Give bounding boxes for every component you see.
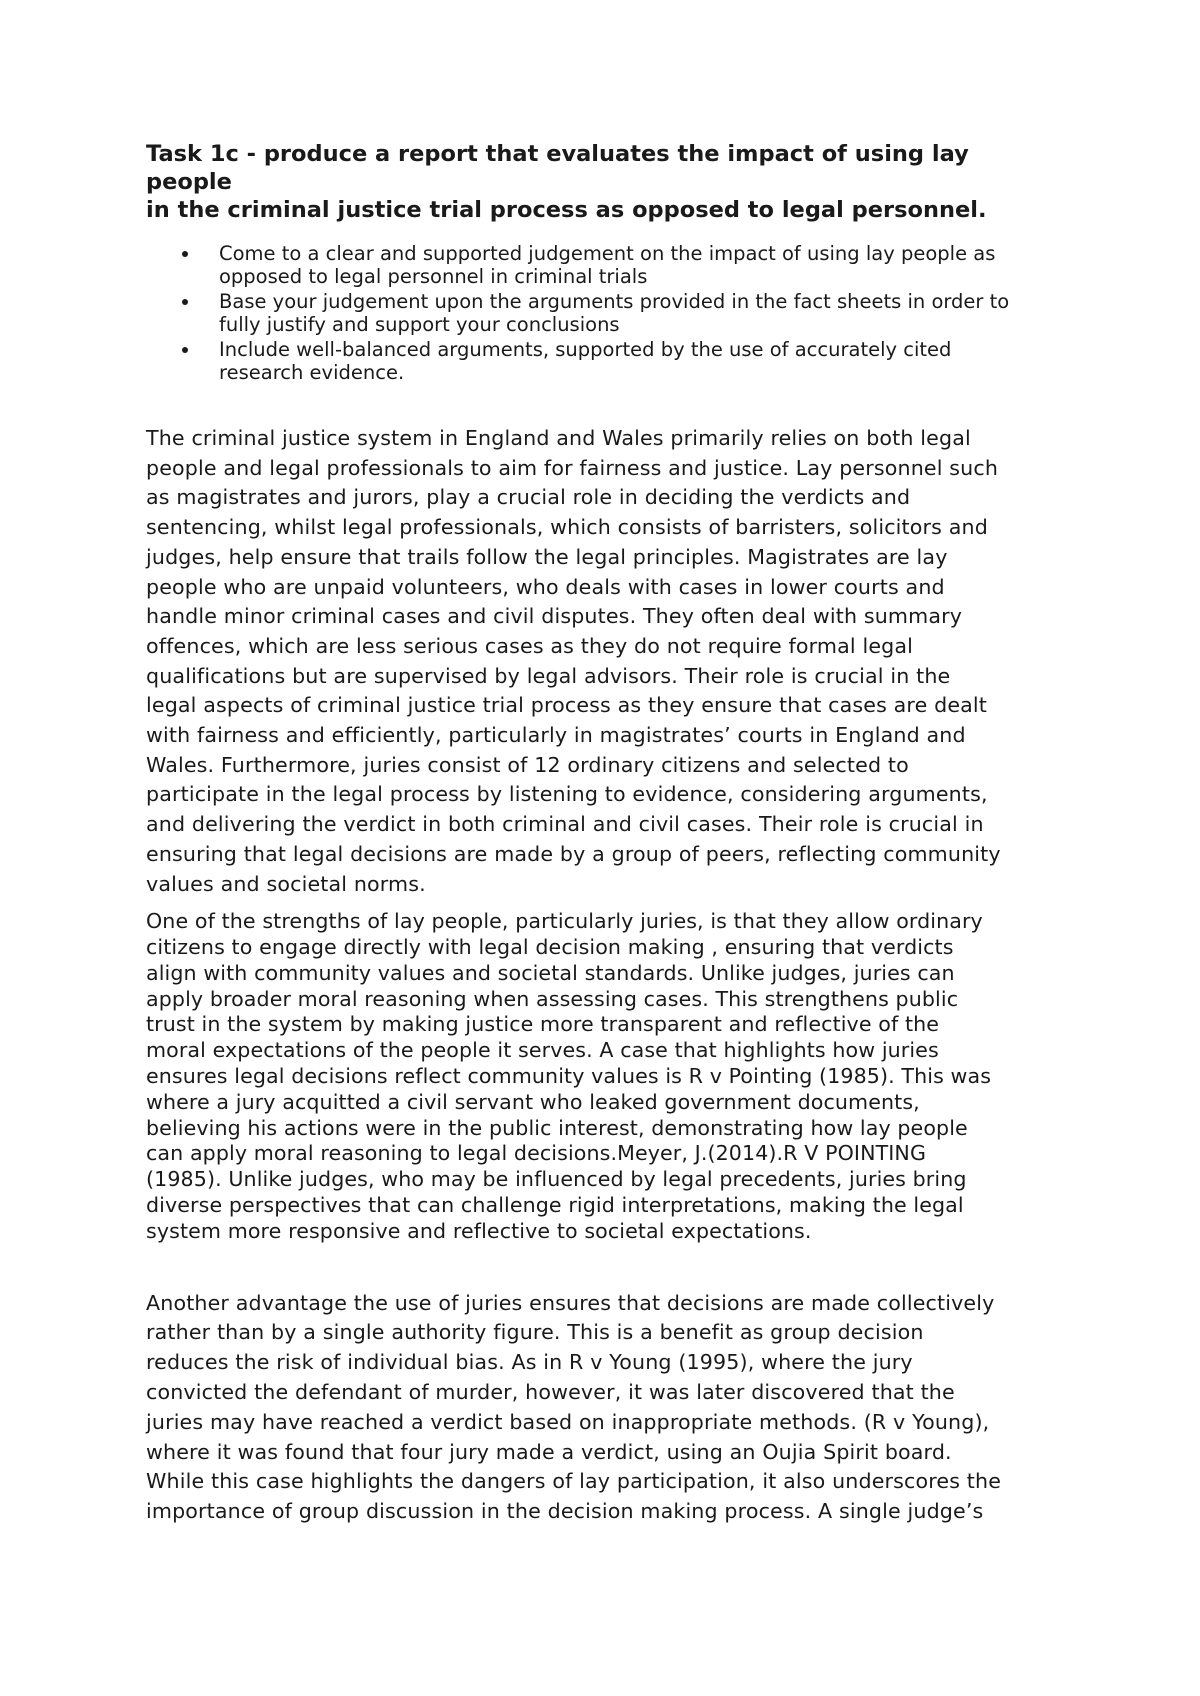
paragraph-line: believing his actions were in the public interest, demonstrating how lay people: [146, 1115, 968, 1140]
paragraph-line: Wales. Furthermore, juries consist of 12 ordinary citizens and selected to: [146, 752, 909, 777]
requirement-item: [146, 290, 1071, 336]
title-line: people: [146, 169, 232, 195]
paragraph-line: and delivering the verdict in both criminal and civil cases. Their role is crucial in: [146, 812, 984, 837]
paragraph-introduction: [146, 424, 1071, 899]
paragraph-line: offences, which are less serious cases as they do not require formal legal: [146, 633, 914, 658]
paragraph-line: judges, help ensure that trails follow the legal principles. Magistrates are lay: [146, 544, 948, 569]
requirement-line: Base your judgement upon the arguments provided in the fact sheets in order to: [219, 290, 1010, 313]
paragraph-line: Another advantage the use of juries ensures that decisions are made collectively: [146, 1290, 995, 1315]
paragraph-line: qualifications but are supervised by legal advisors. Their role is crucial in the: [146, 663, 951, 688]
bullet-icon: [182, 251, 188, 257]
paragraph-line: ensuring that legal decisions are made by a group of peers, reflecting community: [146, 841, 1001, 866]
paragraph-line: values and societal norms.: [146, 871, 426, 896]
paragraph-line: While this case highlights the dangers of lay participation, it also underscores the: [146, 1469, 1002, 1494]
paragraph-line: participate in the legal process by listening to evidence, considering arguments,: [146, 782, 988, 807]
requirements-list: [146, 242, 1071, 384]
paragraph-line: importance of group discussion in the decision making process. A single judge’s: [146, 1499, 984, 1524]
bullet-icon: [182, 347, 188, 353]
requirement-line: opposed to legal personnel in criminal trials: [219, 265, 648, 288]
paragraph-line: legal aspects of criminal justice trial process as they ensure that cases are dealt: [146, 693, 988, 718]
paragraph-line: ensures legal decisions reflect community values is R v Pointing (1985). This was: [146, 1064, 992, 1089]
paragraph-line: One of the strengths of lay people, particularly juries, is that they allow ordinary: [146, 909, 983, 934]
paragraph-strengths: [146, 909, 1071, 1244]
document-content: [146, 140, 1071, 1527]
requirement-line: Include well-balanced arguments, supported by the use of accurately cited: [219, 338, 952, 361]
title-line: in the criminal justice trial process as opposed to legal personnel.: [146, 197, 987, 223]
requirement-line: Come to a clear and supported judgement on the impact of using lay people as: [219, 242, 996, 265]
paragraph-line: convicted the defendant of murder, however, it was later discovered that the: [146, 1380, 955, 1404]
paragraph-line: with fairness and efficiently, particularly in magistrates’ courts in England and: [146, 723, 966, 748]
requirement-line: fully justify and support your conclusions: [219, 313, 620, 336]
paragraph-line: people and legal professionals to aim for fairness and justice. Lay personnel such: [146, 455, 999, 480]
paragraph-line: as magistrates and jurors, play a crucial role in deciding the verdicts and: [146, 485, 911, 510]
requirement-item: [146, 338, 1071, 384]
paragraph-line: align with community values and societal standards. Unlike judges, juries can: [146, 960, 955, 985]
paragraph-line: (1985). Unlike judges, who may be influenced by legal precedents, juries bring: [146, 1167, 967, 1192]
requirement-item: [146, 242, 1071, 288]
paragraph-line: citizens to engage directly with legal decision making , ensuring that verdicts: [146, 935, 954, 960]
paragraph-line: diverse perspectives that can challenge rigid interpretations, making the legal: [146, 1193, 964, 1218]
paragraph-line: can apply moral reasoning to legal decisions.Meyer, J.(2014).R V POINTING: [146, 1141, 926, 1166]
paragraph-line: sentencing, whilst legal professionals, which consists of barristers, solicitors and: [146, 515, 988, 540]
paragraph-advantages: [146, 1289, 1071, 1527]
bullet-icon: [182, 299, 188, 305]
paragraph-line: The criminal justice system in England and Wales primarily relies on both legal: [146, 426, 971, 450]
paragraph-line: where a jury acquitted a civil servant who leaked government documents,: [146, 1089, 920, 1114]
paragraph-line: reduces the risk of individual bias. As in R v Young (1995), where the jury: [146, 1350, 913, 1375]
title-line: Task 1c - produce a report that evaluates the impact of using lay: [146, 141, 969, 167]
paragraph-line: rather than by a single authority figure. This is a benefit as group decision: [146, 1320, 924, 1345]
paragraph-line: juries may have reached a verdict based on inappropriate methods. (R v Young),: [146, 1409, 990, 1434]
paragraph-line: people who are unpaid volunteers, who deals with cases in lower courts and: [146, 574, 945, 599]
paragraph-line: where it was found that four jury made a verdict, using an Oujia Spirit board.: [146, 1439, 952, 1464]
task-title: [146, 140, 1071, 224]
paragraph-line: apply broader moral reasoning when assessing cases. This strengthens public: [146, 986, 959, 1011]
requirement-line: research evidence.: [219, 361, 405, 384]
paragraph-line: system more responsive and reflective to societal expectations.: [146, 1218, 812, 1243]
paragraph-line: moral expectations of the people it serves. A case that highlights how juries: [146, 1038, 939, 1063]
paragraph-line: trust in the system by making justice more transparent and reflective of the: [146, 1012, 940, 1037]
paragraph-line: handle minor criminal cases and civil disputes. They often deal with summary: [146, 604, 963, 629]
